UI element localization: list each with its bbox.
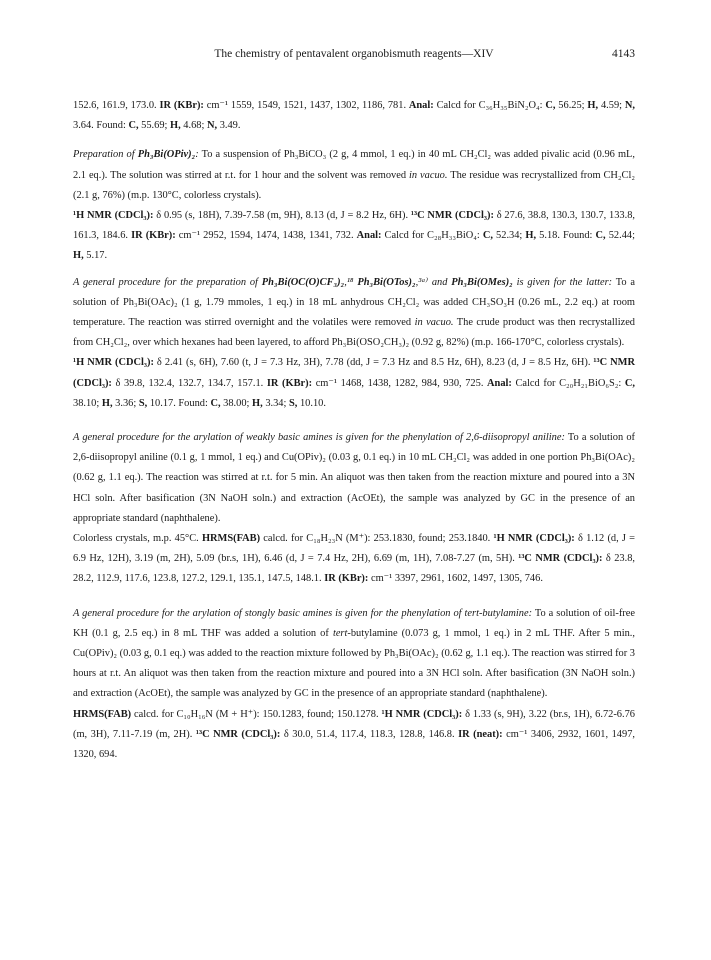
- element-value: 38.00;: [220, 397, 253, 409]
- procedure-heading: Preparation of: [73, 149, 138, 161]
- procedure-text: To a solution of oil-free KH (0.1 g, 2.5 eq.) in 8 mL THF was added a solution of: [73, 607, 635, 639]
- element-label: C,: [624, 377, 635, 389]
- procedure-strong-amines: [73, 604, 635, 705]
- c-nmr-values: δ 30.0, 51.4, 117.4, 118.3, 128.8, 146.8.: [280, 728, 459, 740]
- ir-label: IR (KBr):: [131, 230, 176, 242]
- element-label: H,: [525, 230, 537, 242]
- nmr-values: 152.6, 161.9, 173.0.: [73, 100, 160, 111]
- h-nmr-values: δ 1.12 (d, J = 6.9 Hz, 12H), 3.19 (m, 2H), 5.09 (br.s, 1H), 6.46 (d, J = 7.4 Hz, 2H), 6.69 (m, 1H), 7.08-7.27 (m, 5H).: [73, 533, 636, 565]
- h-nmr-label: ¹H NMR (CDCl₃):: [73, 210, 154, 222]
- ir-label: IR (KBr):: [324, 573, 369, 585]
- c-nmr-values: δ 23.8, 28.2, 112.9, 117.6, 123.8, 127.2, 129.1, 135.1, 147.5, 148.1.: [73, 553, 635, 585]
- element-value: 52.34;: [492, 230, 526, 242]
- procedure-text: The residue was recrystallized from CH₂Cl₂ (2.1 g, 76%) (m.p. 130°C, colorless crystals).: [73, 169, 635, 201]
- element-value: 52.44;: [605, 230, 635, 242]
- element-label: C,: [545, 100, 556, 111]
- procedure-heading: A general procedure for the arylation of weakly basic amines is given for the phenylation of 2,6-diisopropyl aniline:: [73, 432, 565, 444]
- procedure-text: To a solution of 2,6-diisopropyl aniline (0.1 g, 1 mmol, 1 eq.) and Cu(OPiv)₂ (0.03 g, 0.1 eq.) in 10 mL CH₂Cl₂ was added in one portion Ph₃Bi(OAc)₂ (0.62 g, 1.1 eq.). The reaction was stirred at r.t. for 5 min. An aliquot was then taken from the reaction mixture and poured into a 3N HCl soln. After basification (3N NaOH soln.) and extraction (AcOEt), the sample was analyzed by GC in the presence of an appropriate standard (naphthalene).: [73, 432, 635, 524]
- element-value: 10.17. Found:: [147, 397, 211, 409]
- in-vacuo: in vacuo.: [409, 169, 448, 181]
- element-value: 3.34;: [262, 397, 289, 409]
- physical-properties: Colorless crystals, m.p. 45°C.: [73, 533, 202, 545]
- characterization-opiv: [73, 206, 635, 267]
- compound-name: Ph₃Bi(OTos)₂: [353, 276, 416, 288]
- analysis-formula: Calcd for C₂₀H₂₁BiO₆S₂:: [511, 377, 625, 389]
- compound-name: Ph₃Bi(OMes)₂: [451, 276, 513, 288]
- ir-values: cm⁻¹ 2952, 1594, 1474, 1438, 1341, 732.: [175, 230, 357, 242]
- element-label: C,: [210, 397, 221, 409]
- procedure-text: The crude product was then recrystallized from CH₂Cl₂, over which hexanes had been layered, to afford Ph₃Bi(OSO₂CH₃)₂ (0.92 g, 82%) (m.p. 166-170°C, colorless crystals).: [73, 317, 636, 349]
- analysis-label: Anal:: [487, 377, 512, 389]
- c-nmr-label: ¹³C NMR (CDCl₃):: [518, 553, 603, 565]
- h-nmr-label: ¹H NMR (CDCl₃):: [73, 357, 154, 369]
- element-value: 10.10.: [297, 397, 326, 409]
- analysis-formula: Calcd for C₂₈H₃₃BiO₄:: [381, 230, 483, 242]
- element-label: S,: [138, 397, 148, 409]
- ir-label: IR (KBr):: [159, 100, 204, 111]
- h-nmr-values: δ 0.95 (s, 18H), 7.39-7.58 (m, 9H), 8.13 (d, J = 8.2 Hz, 6H).: [153, 210, 411, 222]
- element-value: 5.18. Found:: [536, 230, 596, 242]
- characterization-strong-amines: [73, 705, 635, 766]
- h-nmr-values: δ 1.33 (s, 9H), 3.22 (br.s, 1H), 6.72-6.76 (m, 3H), 7.11-7.19 (m, 2H).: [73, 708, 635, 740]
- element-label: C,: [595, 230, 606, 242]
- hrms-values: calcd. for C₁₈H₂₃N (M⁺): 253.1830, found; 253.1840.: [260, 533, 494, 545]
- compound-name: Ph₃Bi(OPiv)₂: [137, 149, 196, 161]
- element-value: 55.69;: [138, 120, 171, 132]
- element-value: 3.49.: [217, 120, 241, 132]
- page-number: 4143: [612, 48, 635, 60]
- hrms-values: calcd. for C₁₀H₁₆N (M + H⁺): 150.1283, found; 150.1278.: [131, 708, 382, 720]
- element-value: 56.25;: [555, 100, 588, 111]
- h-nmr-label: ¹H NMR (CDCl₃):: [493, 533, 575, 545]
- element-label: H,: [252, 397, 263, 409]
- procedure-text: To a suspension of Ph₃BiCO₃ (2 g, 4 mmol, 1 eq.) in 40 mL CH₂Cl₂ was added pivalic acid (0.96 mL, 2.1 eq.). The solution was stirred at r.t. for 1 hour and the solvent was removed: [73, 149, 635, 181]
- procedure-weak-amines: [73, 428, 635, 529]
- heading-colon: :: [195, 149, 199, 161]
- compound-name: Ph₃Bi(OC(O)CF₃)₂: [261, 276, 345, 288]
- heading-text: and: [428, 276, 452, 288]
- element-label: H,: [101, 397, 113, 409]
- procedure-text: -butylamine (0.073 g, 1 mmol, 1 eq.) in 2 mL THF. After 5 min., Cu(OPiv)₂ (0.03 g, 0.1 eq.) was added to the reaction mixture followed by Ph₃Bi(OAc)₂ (0.62 g, 1.1 eq.). The reaction was stirred for 3 hours at r.t. An aliquot was then taken from the reaction mixture and poured into a 3N HCl soln. After basification (3N NaOH soln.) and extraction (AcOEt), the sample was analyzed by GC in the presence of an appropriate standard (naphthalene).: [73, 627, 635, 700]
- element-label: H,: [170, 120, 181, 132]
- procedure-heading: A general procedure for the arylation of stongly basic amines is given for the phenylation of tert-butylamine:: [73, 607, 533, 619]
- ir-values: cm⁻¹ 1559, 1549, 1521, 1437, 1302, 1186, 781.: [203, 100, 409, 111]
- hrms-label: HRMS(FAB): [73, 708, 132, 720]
- element-value: 3.36;: [112, 397, 139, 409]
- analysis-label: Anal:: [356, 230, 382, 242]
- h-nmr-label: ¹H NMR (CDCl₃):: [381, 708, 463, 720]
- reference-marker: ,³ᵃ⁾: [415, 276, 429, 288]
- analysis-formula: Calcd for C₃₆H₃₅BiN₂O₄:: [433, 100, 546, 111]
- element-label: N,: [624, 100, 635, 111]
- procedure-text: To a solution of Ph₃Bi(OAc)₂ (1 g, 1.79 mmoles, 1 eq.) in 18 mL anhydrous CH₂Cl₂ was added CH₃SO₃H (0.26 mL, 2.2 eq.) at room temperature. The reaction was stirred overnight and the volatiles were removed: [73, 276, 636, 329]
- characterization-weak-amines: [73, 529, 635, 590]
- c-nmr-label: ¹³C NMR (CDCl₃):: [73, 357, 635, 389]
- c-nmr-label: ¹³C NMR (CDCl₃):: [410, 210, 494, 222]
- ir-values: cm⁻¹ 1468, 1438, 1282, 984, 930, 725.: [312, 377, 488, 389]
- element-value: 5.17.: [83, 250, 108, 262]
- reference-marker: ,¹⁸: [344, 276, 354, 288]
- c-nmr-values: δ 27.6, 38.8, 130.3, 130.7, 133.8, 161.3, 184.6.: [73, 210, 635, 242]
- article-body: [73, 96, 635, 765]
- heading-text: is given for the latter:: [512, 276, 613, 288]
- c-nmr-values: δ 39.8, 132.4, 132.7, 134.7, 157.1.: [111, 377, 267, 389]
- procedure-opiv: [73, 145, 635, 206]
- h-nmr-values: δ 2.41 (s, 6H), 7.60 (t, J = 7.3 Hz, 3H), 7.78 (dd, J = 7.3 Hz and 8.5 Hz, 6H), 8.23 (d, J = 8.5 Hz, 6H).: [153, 357, 594, 369]
- element-label: S,: [289, 397, 298, 409]
- procedure-sulfonates: [73, 273, 635, 354]
- running-title: The chemistry of pentavalent organobismuth reagents—XIV: [214, 48, 494, 60]
- ir-label: IR (KBr):: [266, 377, 313, 389]
- procedure-heading: A general procedure for the preparation of: [73, 276, 262, 288]
- element-value: 38.10;: [73, 397, 102, 409]
- element-label: N,: [206, 120, 218, 132]
- element-label: H,: [587, 100, 599, 111]
- ir-values: cm⁻¹ 3397, 2961, 1602, 1497, 1305, 746.: [368, 573, 543, 585]
- element-value: 4.59;: [598, 100, 625, 111]
- element-label: C,: [128, 120, 139, 132]
- ir-label: IR (neat):: [458, 728, 503, 740]
- characterization-continued: [73, 96, 635, 136]
- hrms-label: HRMS(FAB): [201, 533, 261, 545]
- element-label: C,: [482, 230, 493, 242]
- analysis-label: Anal:: [408, 100, 434, 111]
- element-label: H,: [73, 250, 84, 262]
- element-value: 3.64. Found:: [73, 120, 129, 132]
- in-vacuo: in vacuo.: [414, 317, 454, 329]
- c-nmr-label: ¹³C NMR (CDCl₃):: [195, 728, 281, 740]
- ir-values: cm⁻¹ 3406, 2932, 1601, 1497, 1320, 694.: [73, 728, 635, 761]
- tert-prefix: tert: [332, 627, 348, 639]
- characterization-sulfonates: [73, 353, 635, 414]
- element-value: 4.68;: [180, 120, 207, 132]
